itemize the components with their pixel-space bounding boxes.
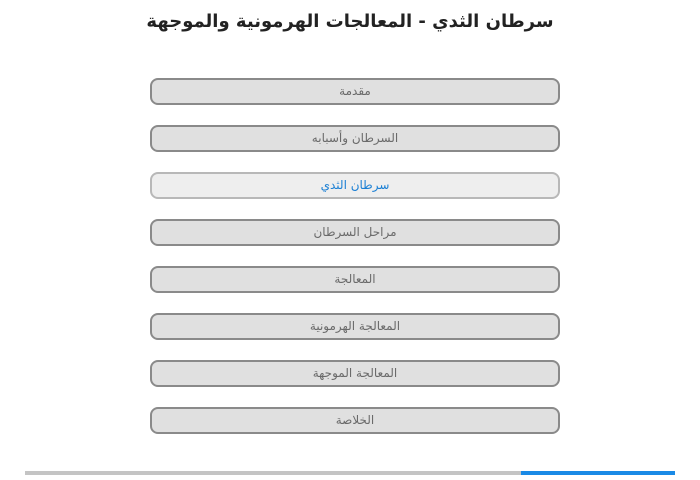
progress-bar (25, 471, 675, 475)
menu-item-cancer-stages[interactable]: مراحل السرطان (150, 219, 560, 246)
page-title: سرطان الثدي - المعالجات الهرمونية والموجهة (146, 11, 554, 32)
menu-item-introduction[interactable]: مقدمة (150, 78, 560, 105)
menu-item-cancer-causes[interactable]: السرطان وأسبابه (150, 125, 560, 152)
menu-item-summary[interactable]: الخلاصة (150, 407, 560, 434)
progress-bar-fill (521, 471, 675, 475)
menu-item-treatment[interactable]: المعالجة (150, 266, 560, 293)
menu-item-hormonal-treatment[interactable]: المعالجة الهرمونية (150, 313, 560, 340)
menu-item-breast-cancer[interactable]: سرطان الثدي (150, 172, 560, 199)
menu-item-targeted-treatment[interactable]: المعالجة الموجهة (150, 360, 560, 387)
chapter-menu (150, 78, 560, 454)
